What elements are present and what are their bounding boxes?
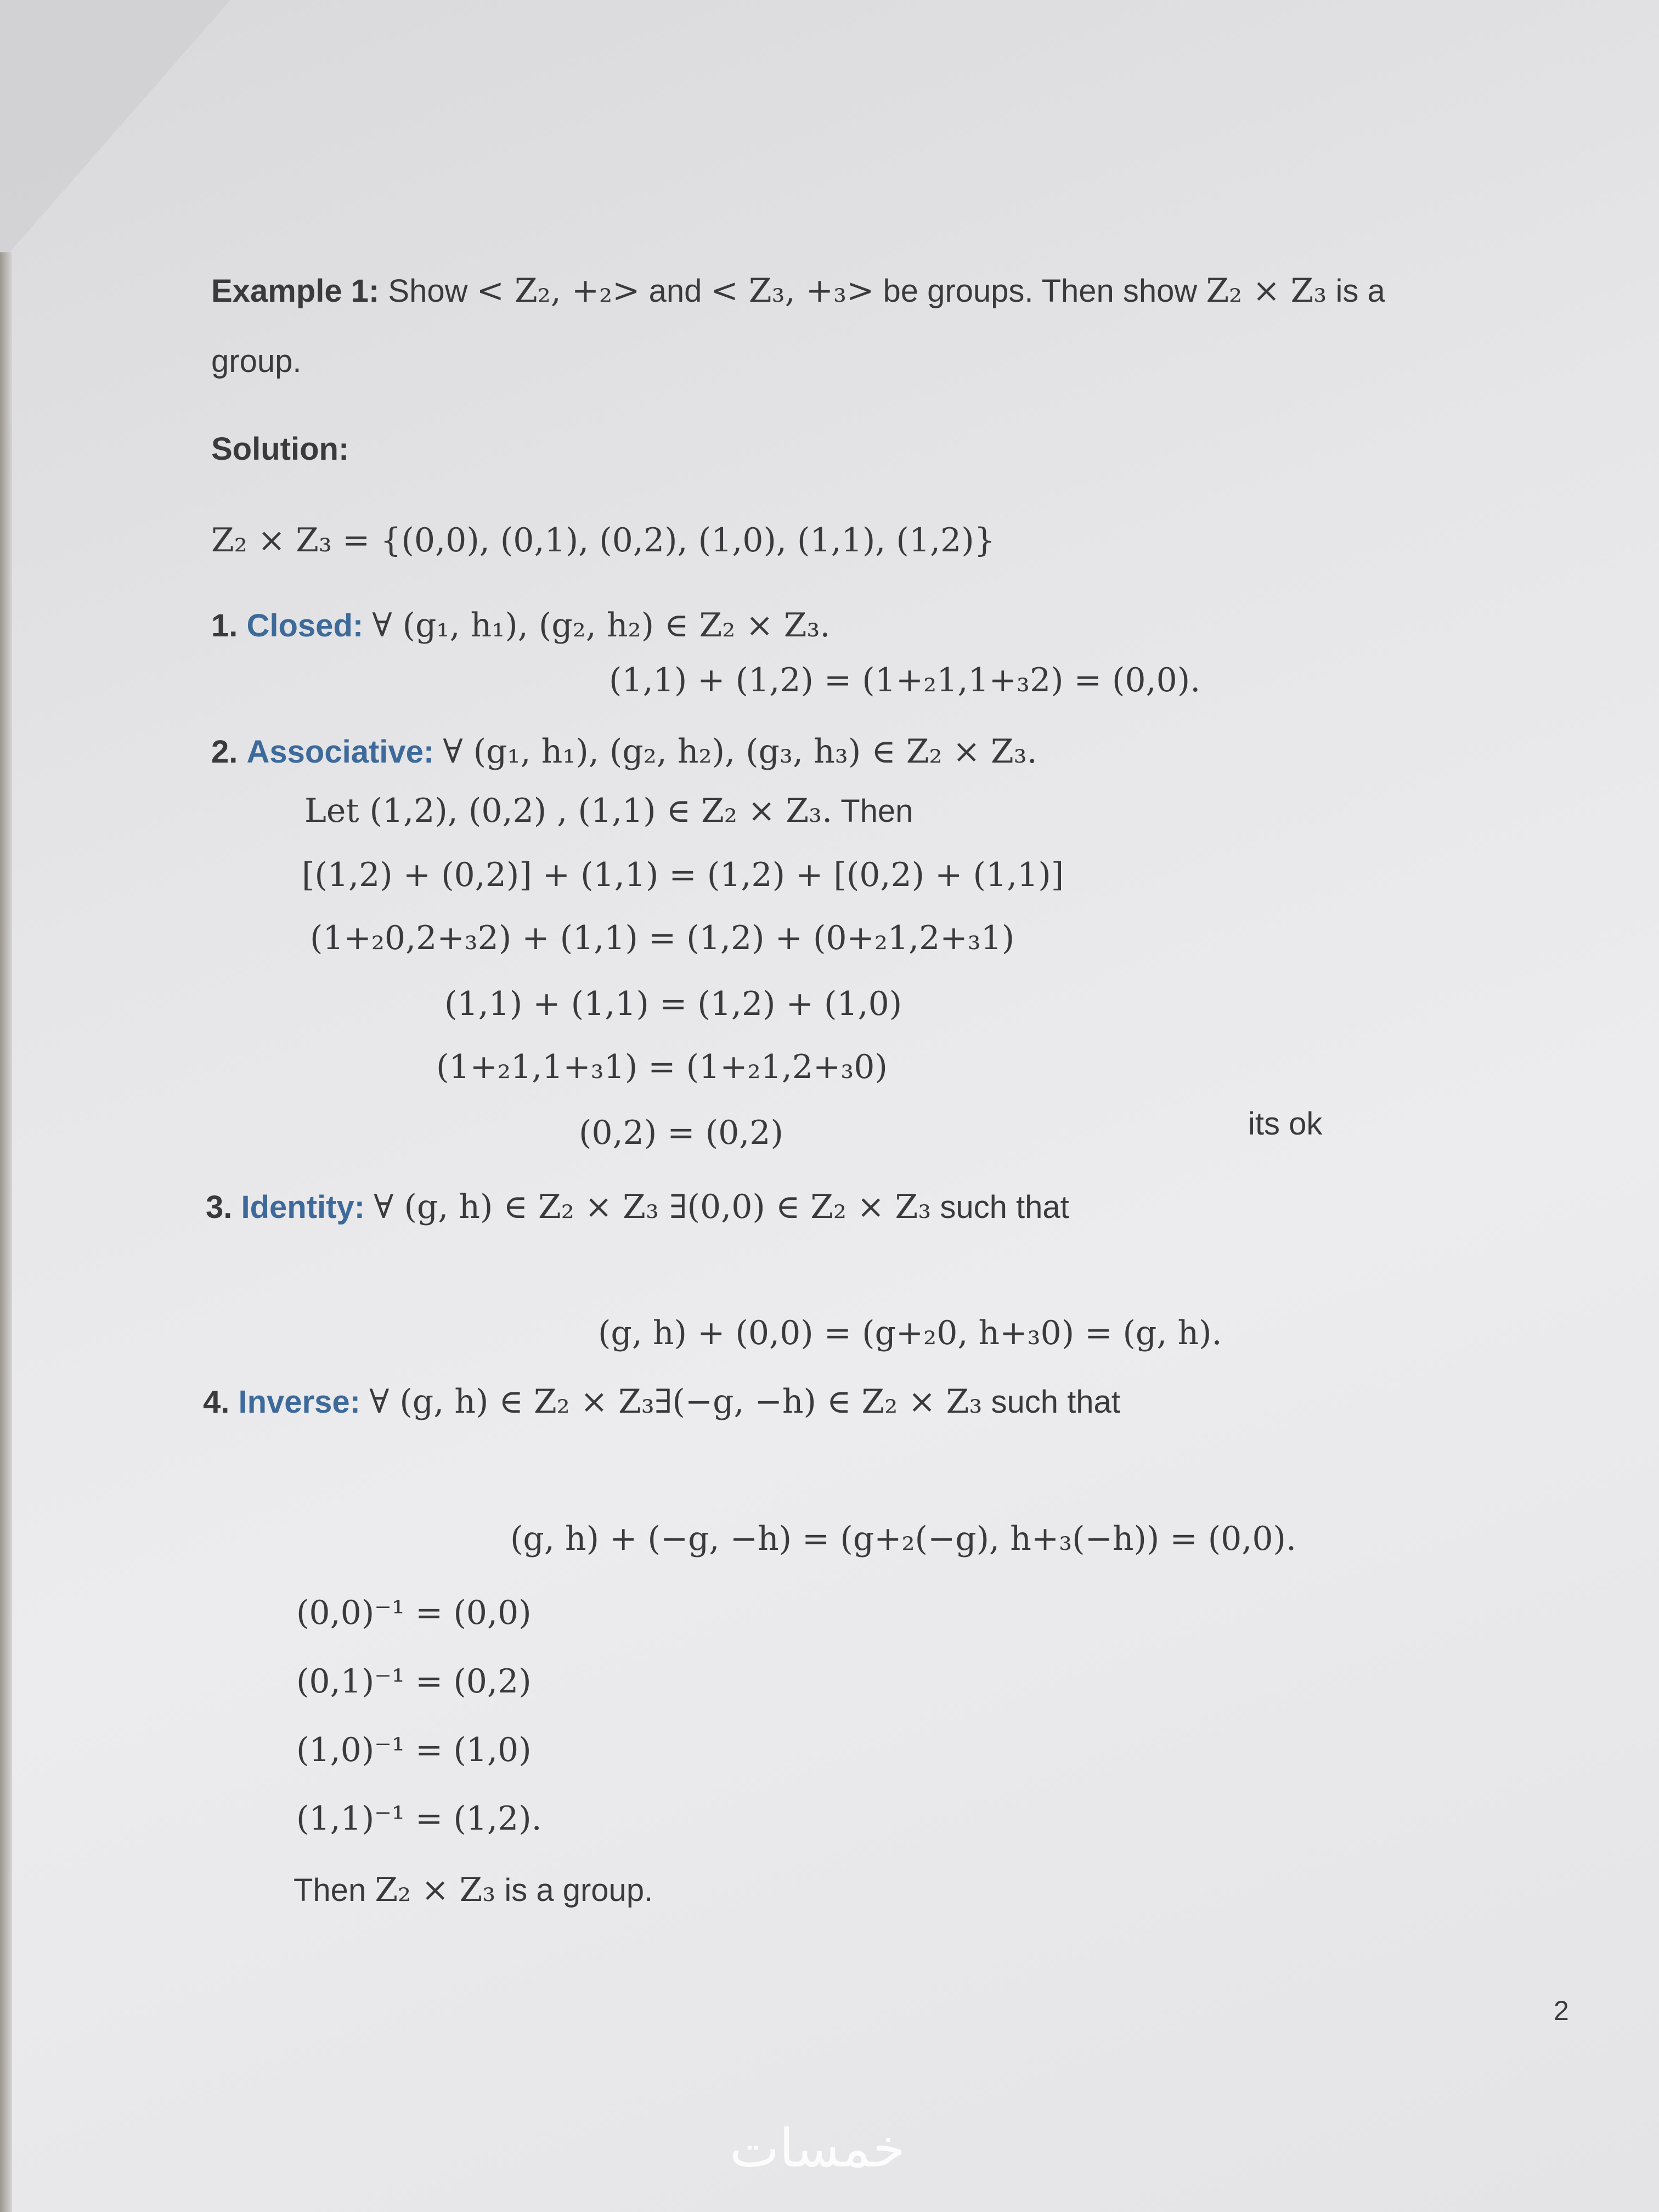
example-text-b: be groups. Then show [883, 273, 1198, 309]
conclusion-text: is a group. [504, 1872, 653, 1908]
associative-then: Then [840, 793, 913, 829]
page-number: 2 [1554, 1995, 1569, 2026]
conclusion-then: Then [294, 1872, 366, 1908]
inverse-statement: ∀ (g, h) ∈ Z₂ × Z₃∃(−g, −h) ∈ Z₂ × Z₃ [369, 1383, 983, 1421]
associative-let: Let (1,2), (0,2) , (1,1) ∈ Z₂ × Z₃. [304, 792, 833, 830]
group-a: < Z₂, +₂> [476, 272, 640, 310]
inverse-such-that: such that [991, 1384, 1120, 1420]
identity-label: Identity: [241, 1189, 365, 1225]
associative-let-line [304, 792, 913, 830]
identity-such-that: such that [940, 1189, 1069, 1225]
associative-statement: ∀ (g₁, h₁), (g₂, h₂), (g₃, h₃) ∈ Z₂ × Z₃. [443, 732, 1037, 771]
associative-step-4: (1+₂1,1+₃1) = (1+₂1,2+₃0) [436, 1048, 888, 1086]
example-text-d: group. [211, 343, 302, 379]
identity-number: 3. [206, 1189, 233, 1225]
solution-label: Solution: [211, 431, 349, 467]
closed-label: Closed: [246, 608, 364, 644]
closed-line [211, 606, 831, 645]
closed-example: (1,1) + (1,2) = (1+₂1,1+₃2) = (0,0). [609, 661, 1201, 699]
conclusion-product: Z₂ × Z₃ [375, 1871, 496, 1909]
inverse-item: (1,0)⁻¹ = (1,0) [296, 1731, 532, 1769]
inverse-line [203, 1383, 1120, 1421]
inverse-item: (0,0)⁻¹ = (0,0) [296, 1594, 532, 1632]
inverse-equation: (g, h) + (−g, −h) = (g+₂(−g), h+₃(−h)) = (0,0). [510, 1520, 1297, 1558]
watermark: خمسات [730, 2118, 906, 2179]
group-b: < Z₃, +₃> [710, 272, 874, 310]
associative-label: Associative: [246, 734, 435, 770]
inverse-item: (1,1)⁻¹ = (1,2). [296, 1799, 542, 1838]
inverse-label: Inverse: [238, 1384, 360, 1420]
associative-note: its ok [1248, 1106, 1323, 1142]
identity-equation: (g, h) + (0,0) = (g+₂0, h+₃0) = (g, h). [598, 1314, 1222, 1352]
closed-statement: ∀ (g₁, h₁), (g₂, h₂) ∈ Z₂ × Z₃. [372, 606, 831, 645]
associative-step-1: [(1,2) + (0,2)] + (1,1) = (1,2) + [(0,2) + (1,1)] [302, 856, 1064, 894]
associative-line [211, 732, 1037, 771]
associative-step-2: (1+₂0,2+₃2) + (1,1) = (1,2) + (0+₂1,2+₃1) [310, 919, 1015, 957]
identity-line [206, 1188, 1069, 1226]
associative-number: 2. [211, 734, 238, 770]
inverse-item: (0,1)⁻¹ = (0,2) [296, 1662, 532, 1701]
example-text-a: Show [388, 273, 468, 309]
associative-step-3: (1,1) + (1,1) = (1,2) + (1,0) [444, 985, 902, 1023]
example-label: Example 1: [211, 273, 380, 309]
page-corner-shadow [0, 0, 230, 263]
associative-step-5: (0,2) = (0,2) [579, 1114, 783, 1152]
example-and: and [648, 273, 702, 309]
example-text-c: is a [1335, 273, 1385, 309]
conclusion [294, 1871, 653, 1909]
set-definition: Z₂ × Z₃ = {(0,0), (0,1), (0,2), (1,0), (1,1), (1,2)} [211, 521, 995, 560]
closed-number: 1. [211, 608, 238, 644]
example-line [211, 272, 1385, 310]
identity-statement: ∀ (g, h) ∈ Z₂ × Z₃ ∃(0,0) ∈ Z₂ × Z₃ [374, 1188, 932, 1226]
inverse-number: 4. [203, 1384, 230, 1420]
page-edge [0, 252, 12, 2212]
example-product: Z₂ × Z₃ [1206, 272, 1327, 310]
